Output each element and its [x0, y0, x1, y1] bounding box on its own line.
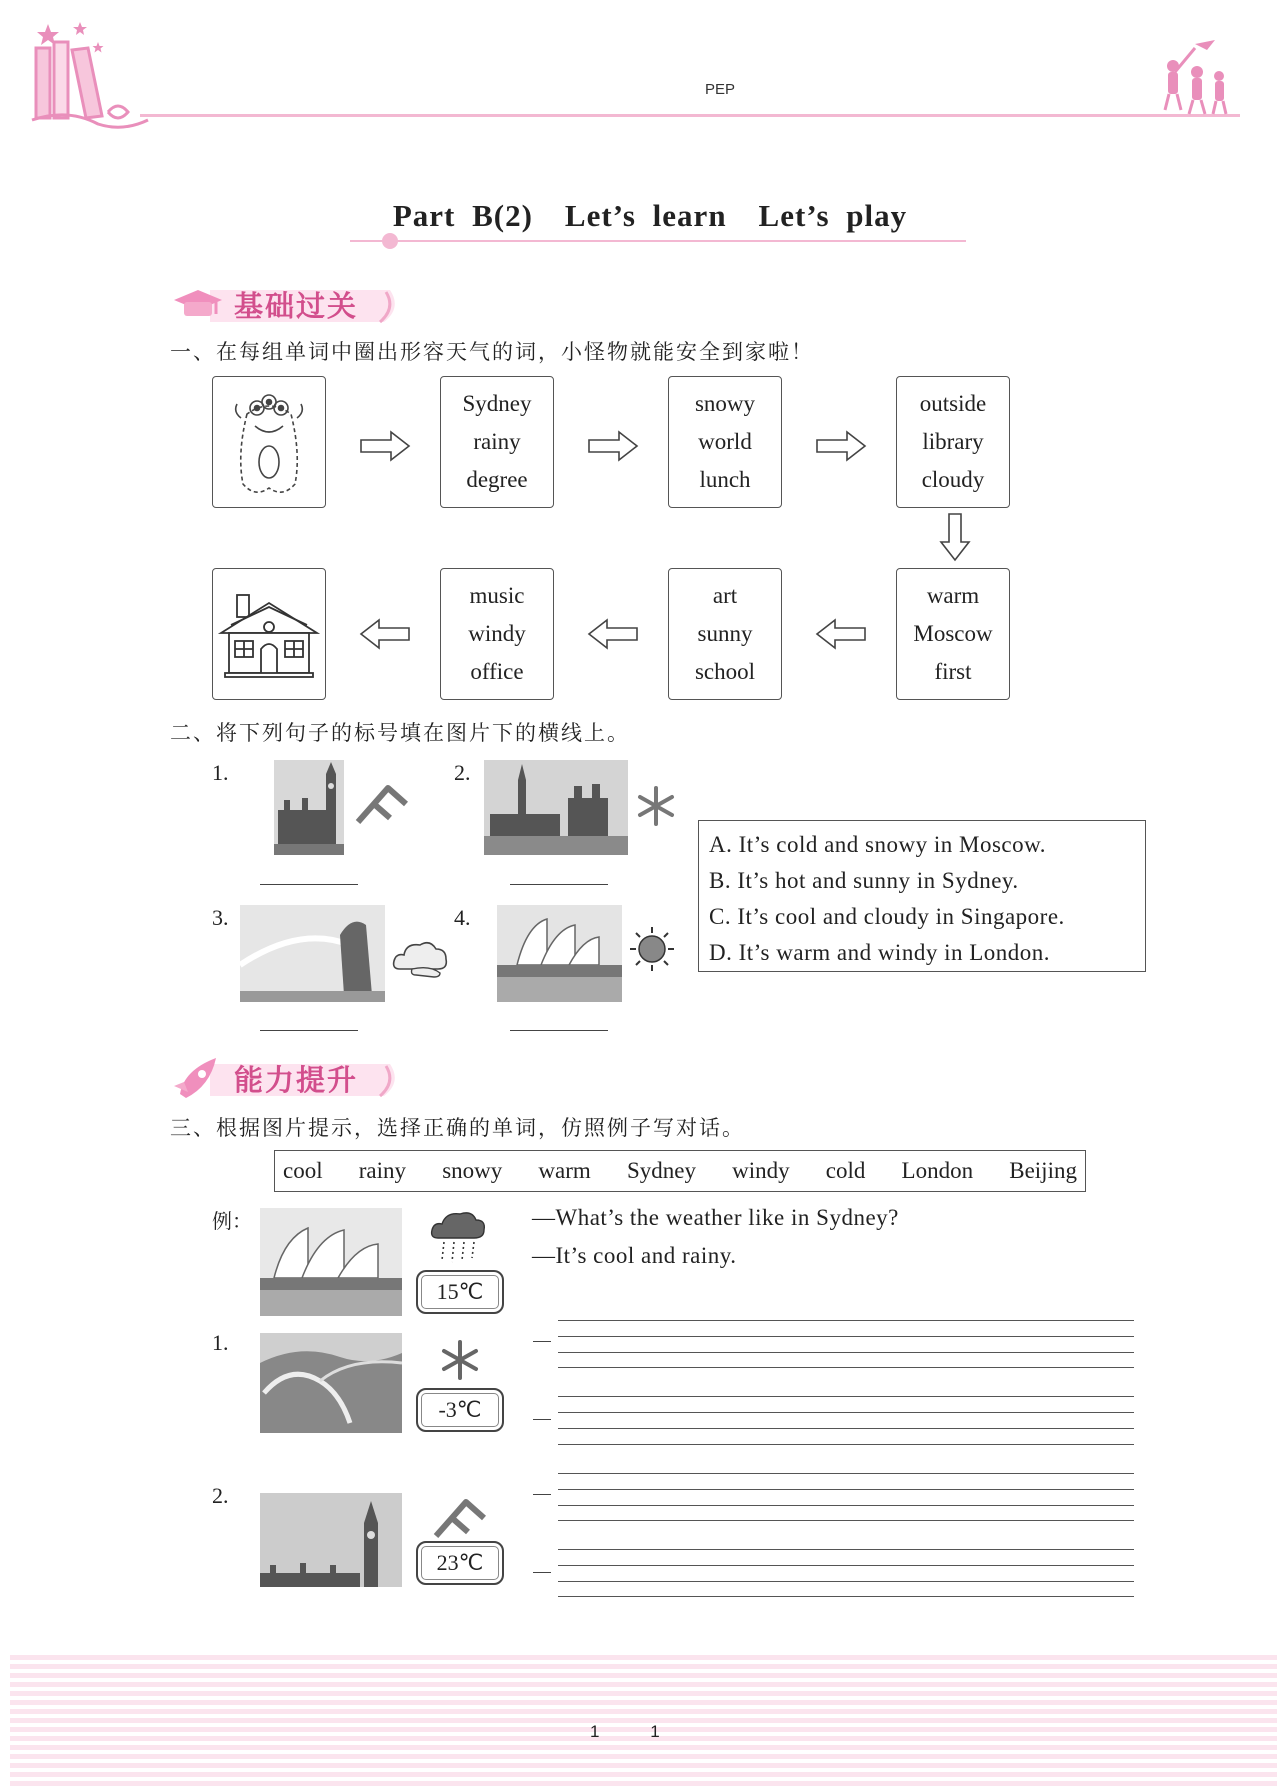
answer-blank[interactable]: [510, 884, 608, 885]
writing-line[interactable]: [558, 1336, 1134, 1337]
london-photo: [274, 760, 344, 855]
monster-box: [212, 376, 326, 508]
q2-number: 2.: [454, 760, 471, 785]
arrow-down-icon: [937, 512, 973, 564]
writing-line[interactable]: [558, 1473, 1134, 1474]
example-label: 例：: [212, 1209, 252, 1233]
dialog-dash: [533, 1341, 551, 1342]
writing-line[interactable]: [558, 1549, 1134, 1550]
book-logo-icon: [28, 20, 158, 135]
answer-blank[interactable]: [260, 884, 358, 885]
word[interactable]: warm: [926, 583, 980, 608]
word[interactable]: world: [698, 429, 752, 454]
sun-icon: [628, 925, 676, 973]
word[interactable]: outside: [919, 391, 987, 416]
word-group-1: [440, 376, 554, 508]
word[interactable]: windy: [468, 621, 526, 646]
section-banner-label: 基础过关: [234, 289, 359, 323]
arrow-right-icon: [357, 426, 413, 466]
writing-line[interactable]: [558, 1581, 1134, 1582]
word[interactable]: library: [922, 429, 984, 454]
temperature-badge: 15℃: [416, 1270, 504, 1314]
arrow-left-icon: [813, 614, 869, 654]
q2-number: 1.: [212, 760, 229, 785]
temperature-badge: 23℃: [416, 1541, 504, 1585]
big-ben-photo: [260, 1493, 402, 1587]
section-banner-advanced: [170, 1052, 410, 1102]
writing-line[interactable]: [558, 1412, 1134, 1413]
bank-word: warm: [538, 1158, 591, 1183]
writing-line[interactable]: [558, 1505, 1134, 1506]
bank-word: Beijing: [1009, 1158, 1077, 1183]
arrow-right-icon: [813, 426, 869, 466]
example-answer: —It’s cool and rainy.: [532, 1243, 737, 1268]
header-label: PEP: [704, 81, 735, 98]
section-banner-label: 能力提升: [234, 1063, 359, 1097]
word-group-6: [440, 568, 554, 700]
wind-icon: [430, 1494, 490, 1540]
answer-blank[interactable]: [510, 1030, 608, 1031]
word[interactable]: rainy: [473, 429, 521, 454]
word-group-3: [896, 376, 1010, 508]
monster-icon: [229, 384, 309, 500]
q2-number: 3.: [212, 905, 229, 930]
q1-instruction: 一、在每组单词中圈出形容天气的词，小怪物就能安全到家啦！: [170, 340, 814, 364]
arrow-left-icon: [357, 614, 413, 654]
moscow-photo: [484, 760, 628, 855]
temperature-badge: -3℃: [416, 1388, 504, 1432]
word-group-5: [668, 568, 782, 700]
word[interactable]: lunch: [699, 467, 751, 492]
writing-line[interactable]: [558, 1320, 1134, 1321]
title-underline: [350, 240, 966, 242]
sydney-photo: [497, 905, 622, 1002]
word[interactable]: Moscow: [913, 621, 993, 646]
bank-word: rainy: [358, 1158, 407, 1183]
dialog-dash: [533, 1419, 551, 1420]
word[interactable]: music: [469, 583, 525, 608]
word[interactable]: sunny: [697, 621, 753, 646]
q2-number: 4.: [454, 905, 471, 930]
title-dot: [382, 233, 398, 249]
singapore-photo: [240, 905, 385, 1002]
arrow-left-icon: [585, 614, 641, 654]
bank-word: cool: [283, 1158, 323, 1183]
writing-line[interactable]: [558, 1396, 1134, 1397]
q2-instruction: 二、将下列句子的标号填在图片下的横线上。: [170, 721, 630, 745]
example-question: —What’s the weather like in Sydney?: [532, 1205, 899, 1230]
writing-line[interactable]: [558, 1428, 1134, 1429]
bank-word: snowy: [442, 1158, 503, 1183]
word[interactable]: Sydney: [462, 391, 532, 416]
sentence-options-box: [698, 820, 1146, 972]
section-banner-basic: [170, 278, 410, 328]
snow-icon: [440, 1340, 480, 1380]
bank-word: London: [901, 1158, 974, 1183]
page-number: 11: [590, 1722, 712, 1741]
word[interactable]: art: [712, 583, 738, 608]
bank-word: Sydney: [626, 1158, 696, 1183]
word[interactable]: first: [934, 659, 972, 684]
rain-cloud-icon: [428, 1208, 488, 1264]
sentence-option: B. It’s hot and sunny in Sydney.: [709, 868, 1019, 893]
word[interactable]: office: [470, 659, 524, 684]
arrow-right-icon: [585, 426, 641, 466]
children-kite-icon: [1155, 36, 1237, 116]
writing-line[interactable]: [558, 1489, 1134, 1490]
word-group-2: [668, 376, 782, 508]
dialog-dash: [533, 1494, 551, 1495]
cloud-icon: [390, 935, 450, 979]
word-group-4: [896, 568, 1010, 700]
writing-line[interactable]: [558, 1520, 1134, 1521]
word[interactable]: cloudy: [921, 467, 985, 492]
writing-line[interactable]: [558, 1352, 1134, 1353]
word-bank: [274, 1150, 1086, 1192]
wind-icon: [354, 780, 410, 826]
sentence-option: A. It’s cold and snowy in Moscow.: [709, 832, 1046, 857]
sentence-option: D. It’s warm and windy in London.: [709, 940, 1051, 965]
snow-icon: [636, 786, 676, 826]
word[interactable]: degree: [466, 467, 528, 492]
sentence-option: C. It’s cool and cloudy in Singapore.: [709, 904, 1065, 929]
house-icon: [217, 589, 321, 679]
writing-line[interactable]: [558, 1444, 1134, 1445]
header-rule: [140, 114, 1240, 117]
bank-word: cold: [825, 1158, 866, 1183]
dialog-dash: [533, 1572, 551, 1573]
answer-blank[interactable]: [260, 1030, 358, 1031]
sydney-opera-photo: [260, 1208, 402, 1316]
writing-line[interactable]: [558, 1565, 1134, 1566]
q3-number: 2.: [212, 1483, 229, 1508]
q3-number: 1.: [212, 1330, 229, 1355]
writing-line[interactable]: [558, 1596, 1134, 1597]
great-wall-photo: [260, 1333, 402, 1433]
writing-line[interactable]: [558, 1367, 1134, 1368]
word[interactable]: snowy: [694, 391, 756, 416]
page-title: Part B(2) Let’s learn Let’s play: [392, 198, 908, 233]
bank-word: windy: [732, 1158, 790, 1183]
q3-instruction: 三、根据图片提示，选择正确的单词，仿照例子写对话。: [170, 1116, 745, 1140]
word[interactable]: school: [694, 659, 756, 684]
house-box: [212, 568, 326, 700]
